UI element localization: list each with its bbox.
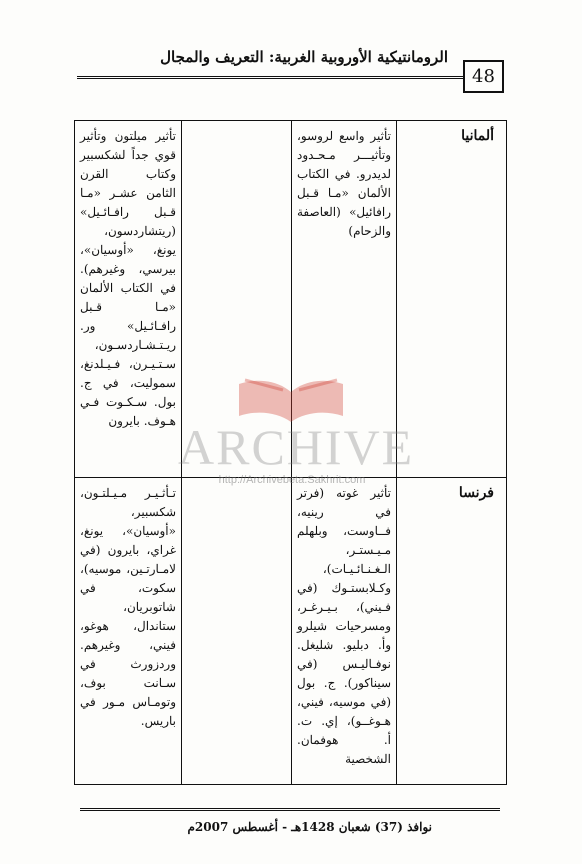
influence-cell: تأثير ميلتون وتأثير قوي جداً لشكسبير وكتاب القرن الثامن عشـر «مـا قـبل رافـائـيل» (ريتشاردسون، يونغ، «أوسيان»، بيرسي، وغيرهم). في الكتاب الألمان «مـا قـبل رافـائـيل» ور. ريـتـشـاردسـون، سـتـيـرن، فـيـلدنغ، سموليت، في ج. بول. سـكـوت فـي هـوف. بايرون [75, 121, 182, 478]
page-number: 48 [463, 60, 504, 93]
empty-cell [182, 478, 292, 785]
running-header-title: الرومانتيكية الأوروبية الغربية: التعريف والمجال [160, 48, 448, 66]
header-divider [77, 76, 463, 79]
influence-cell: تأثير واسع لروسو، وتأثيـــر مـحـدود لديدرو. في الكتاب الألمان «مـا قـبل رافائيل» (العاصفة والزحام) [292, 121, 397, 478]
country-cell: فرنسا [397, 478, 507, 785]
footer-issue-line: نوافذ (37) شعبان 1428هـ - أغسطس 2007م [187, 820, 432, 834]
influence-cell: تـأثـيـر مـيـلتـون، شكسبير، «أوسيان»، يونغ، غراي، بايرون (في لامـارتـين، موسيه)، سكوت، في شاتوبريان، ستاندال، هوغو، فيني، وغيرهم. وردزورث في سـانت بوف، وتومـاس مـور في باريس. [75, 478, 182, 785]
influence-cell: تأثير غوته (فرتر في رينيه، فــاوست، وبلهلم مـيـستـر، الـغـنـائـيـات)، وكـلابستـوك (في فـيني)، بـيـرغـر، ومسرحيات شيلرو وأ. دبليو. شليغل. نوفـاليـس (في سيناكور). ج. بول (في موسيه، فيني، هـوغــو)، إي. ت. أ. هوفمان. الشخصية [292, 478, 397, 785]
archive-book-logo [233, 370, 349, 424]
table-row-france [75, 478, 507, 785]
country-cell: ألمانيا [397, 121, 507, 478]
watermark-text: ARCHIVE [178, 419, 415, 475]
footer-divider [80, 808, 500, 811]
watermark-url: http://Archivebeta.Sakhrit.com [218, 474, 366, 486]
